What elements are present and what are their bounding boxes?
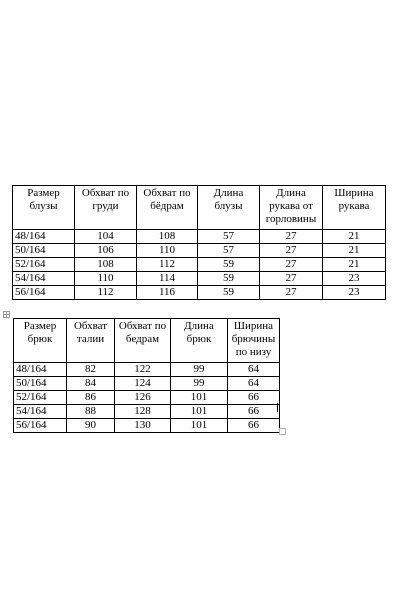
table-row [14,405,280,419]
pants-cell-length: 99 [171,363,228,377]
pants-cell-length: 101 [171,419,228,433]
blouse-cell-size: 48/164 [13,230,75,244]
blouse-header-size: Размер блузы [13,186,75,230]
pants-header-hips: Обхват по бедрам [115,319,171,363]
pants-cell-waist: 82 [67,363,115,377]
blouse-cell-sleeve-length: 27 [260,272,323,286]
pants-cell-hips: 124 [115,377,171,391]
blouse-header-chest: Обхват по груди [75,186,137,230]
pants-cell-size: 52/164 [14,391,67,405]
blouse-cell-chest: 104 [75,230,137,244]
table-resize-handle-icon[interactable] [279,428,286,435]
blouse-cell-chest: 112 [75,286,137,300]
blouse-cell-sleeve-width: 23 [323,272,386,286]
table-row [14,363,280,377]
blouse-header-sleeve-length: Длина рукава от горловины [260,186,323,230]
pants-header-size: Размер брюк [14,319,67,363]
pants-cell-size: 54/164 [14,405,67,419]
blouse-cell-length: 57 [198,244,260,258]
pants-cell-waist: 86 [67,391,115,405]
blouse-cell-sleeve-width: 23 [323,286,386,300]
blouse-cell-size: 50/164 [13,244,75,258]
pants-header-waist: Обхват талии [67,319,115,363]
table-row [13,258,386,272]
text-cursor-icon [277,403,278,412]
pants-cell-hips: 126 [115,391,171,405]
table-move-handle-icon[interactable] [3,311,10,318]
blouse-header-sleeve-width: Ширина рукава [323,186,386,230]
blouse-cell-length: 59 [198,272,260,286]
pants-cell-leg-width: 64 [228,363,280,377]
table-row [13,272,386,286]
blouse-cell-length: 59 [198,286,260,300]
pants-cell-leg-width: 64 [228,377,280,391]
blouse-cell-hips: 108 [137,230,198,244]
pants-header-leg-width: Ширина брючины по низу [228,319,280,363]
pants-cell-hips: 130 [115,419,171,433]
pants-cell-length: 101 [171,405,228,419]
blouse-cell-sleeve-width: 21 [323,258,386,272]
blouse-cell-sleeve-length: 27 [260,230,323,244]
pants-cell-waist: 90 [67,419,115,433]
pants-cell-leg-width: 66 [228,391,280,405]
table-row [13,230,386,244]
table-row [14,377,280,391]
blouse-cell-chest: 110 [75,272,137,286]
blouse-cell-length: 57 [198,230,260,244]
table-row [14,391,280,405]
blouse-size-table [12,185,386,300]
blouse-cell-sleeve-length: 27 [260,258,323,272]
blouse-cell-hips: 112 [137,258,198,272]
blouse-cell-size: 52/164 [13,258,75,272]
pants-header-row [14,319,280,363]
blouse-header-row [13,186,386,230]
pants-cell-waist: 88 [67,405,115,419]
table-row [13,244,386,258]
pants-cell-size: 50/164 [14,377,67,391]
blouse-cell-sleeve-length: 27 [260,286,323,300]
pants-cell-length: 101 [171,391,228,405]
blouse-cell-sleeve-length: 27 [260,244,323,258]
blouse-cell-hips: 110 [137,244,198,258]
blouse-cell-sleeve-width: 21 [323,230,386,244]
blouse-cell-length: 59 [198,258,260,272]
blouse-cell-hips: 114 [137,272,198,286]
pants-header-length: Длина брюк [171,319,228,363]
pants-cell-hips: 128 [115,405,171,419]
blouse-header-hips: Обхват по бёдрам [137,186,198,230]
table-row [14,419,280,433]
blouse-cell-chest: 108 [75,258,137,272]
pants-cell-leg-width: 66 [228,405,280,419]
blouse-cell-chest: 106 [75,244,137,258]
pants-cell-size: 56/164 [14,419,67,433]
pants-cell-leg-width: 66 [228,419,280,433]
pants-cell-length: 99 [171,377,228,391]
blouse-cell-size: 56/164 [13,286,75,300]
table-row [13,286,386,300]
blouse-cell-hips: 116 [137,286,198,300]
blouse-cell-sleeve-width: 21 [323,244,386,258]
pants-size-table [13,318,280,433]
pants-cell-hips: 122 [115,363,171,377]
blouse-cell-size: 54/164 [13,272,75,286]
blouse-header-length: Длина блузы [198,186,260,230]
pants-cell-size: 48/164 [14,363,67,377]
pants-cell-waist: 84 [67,377,115,391]
